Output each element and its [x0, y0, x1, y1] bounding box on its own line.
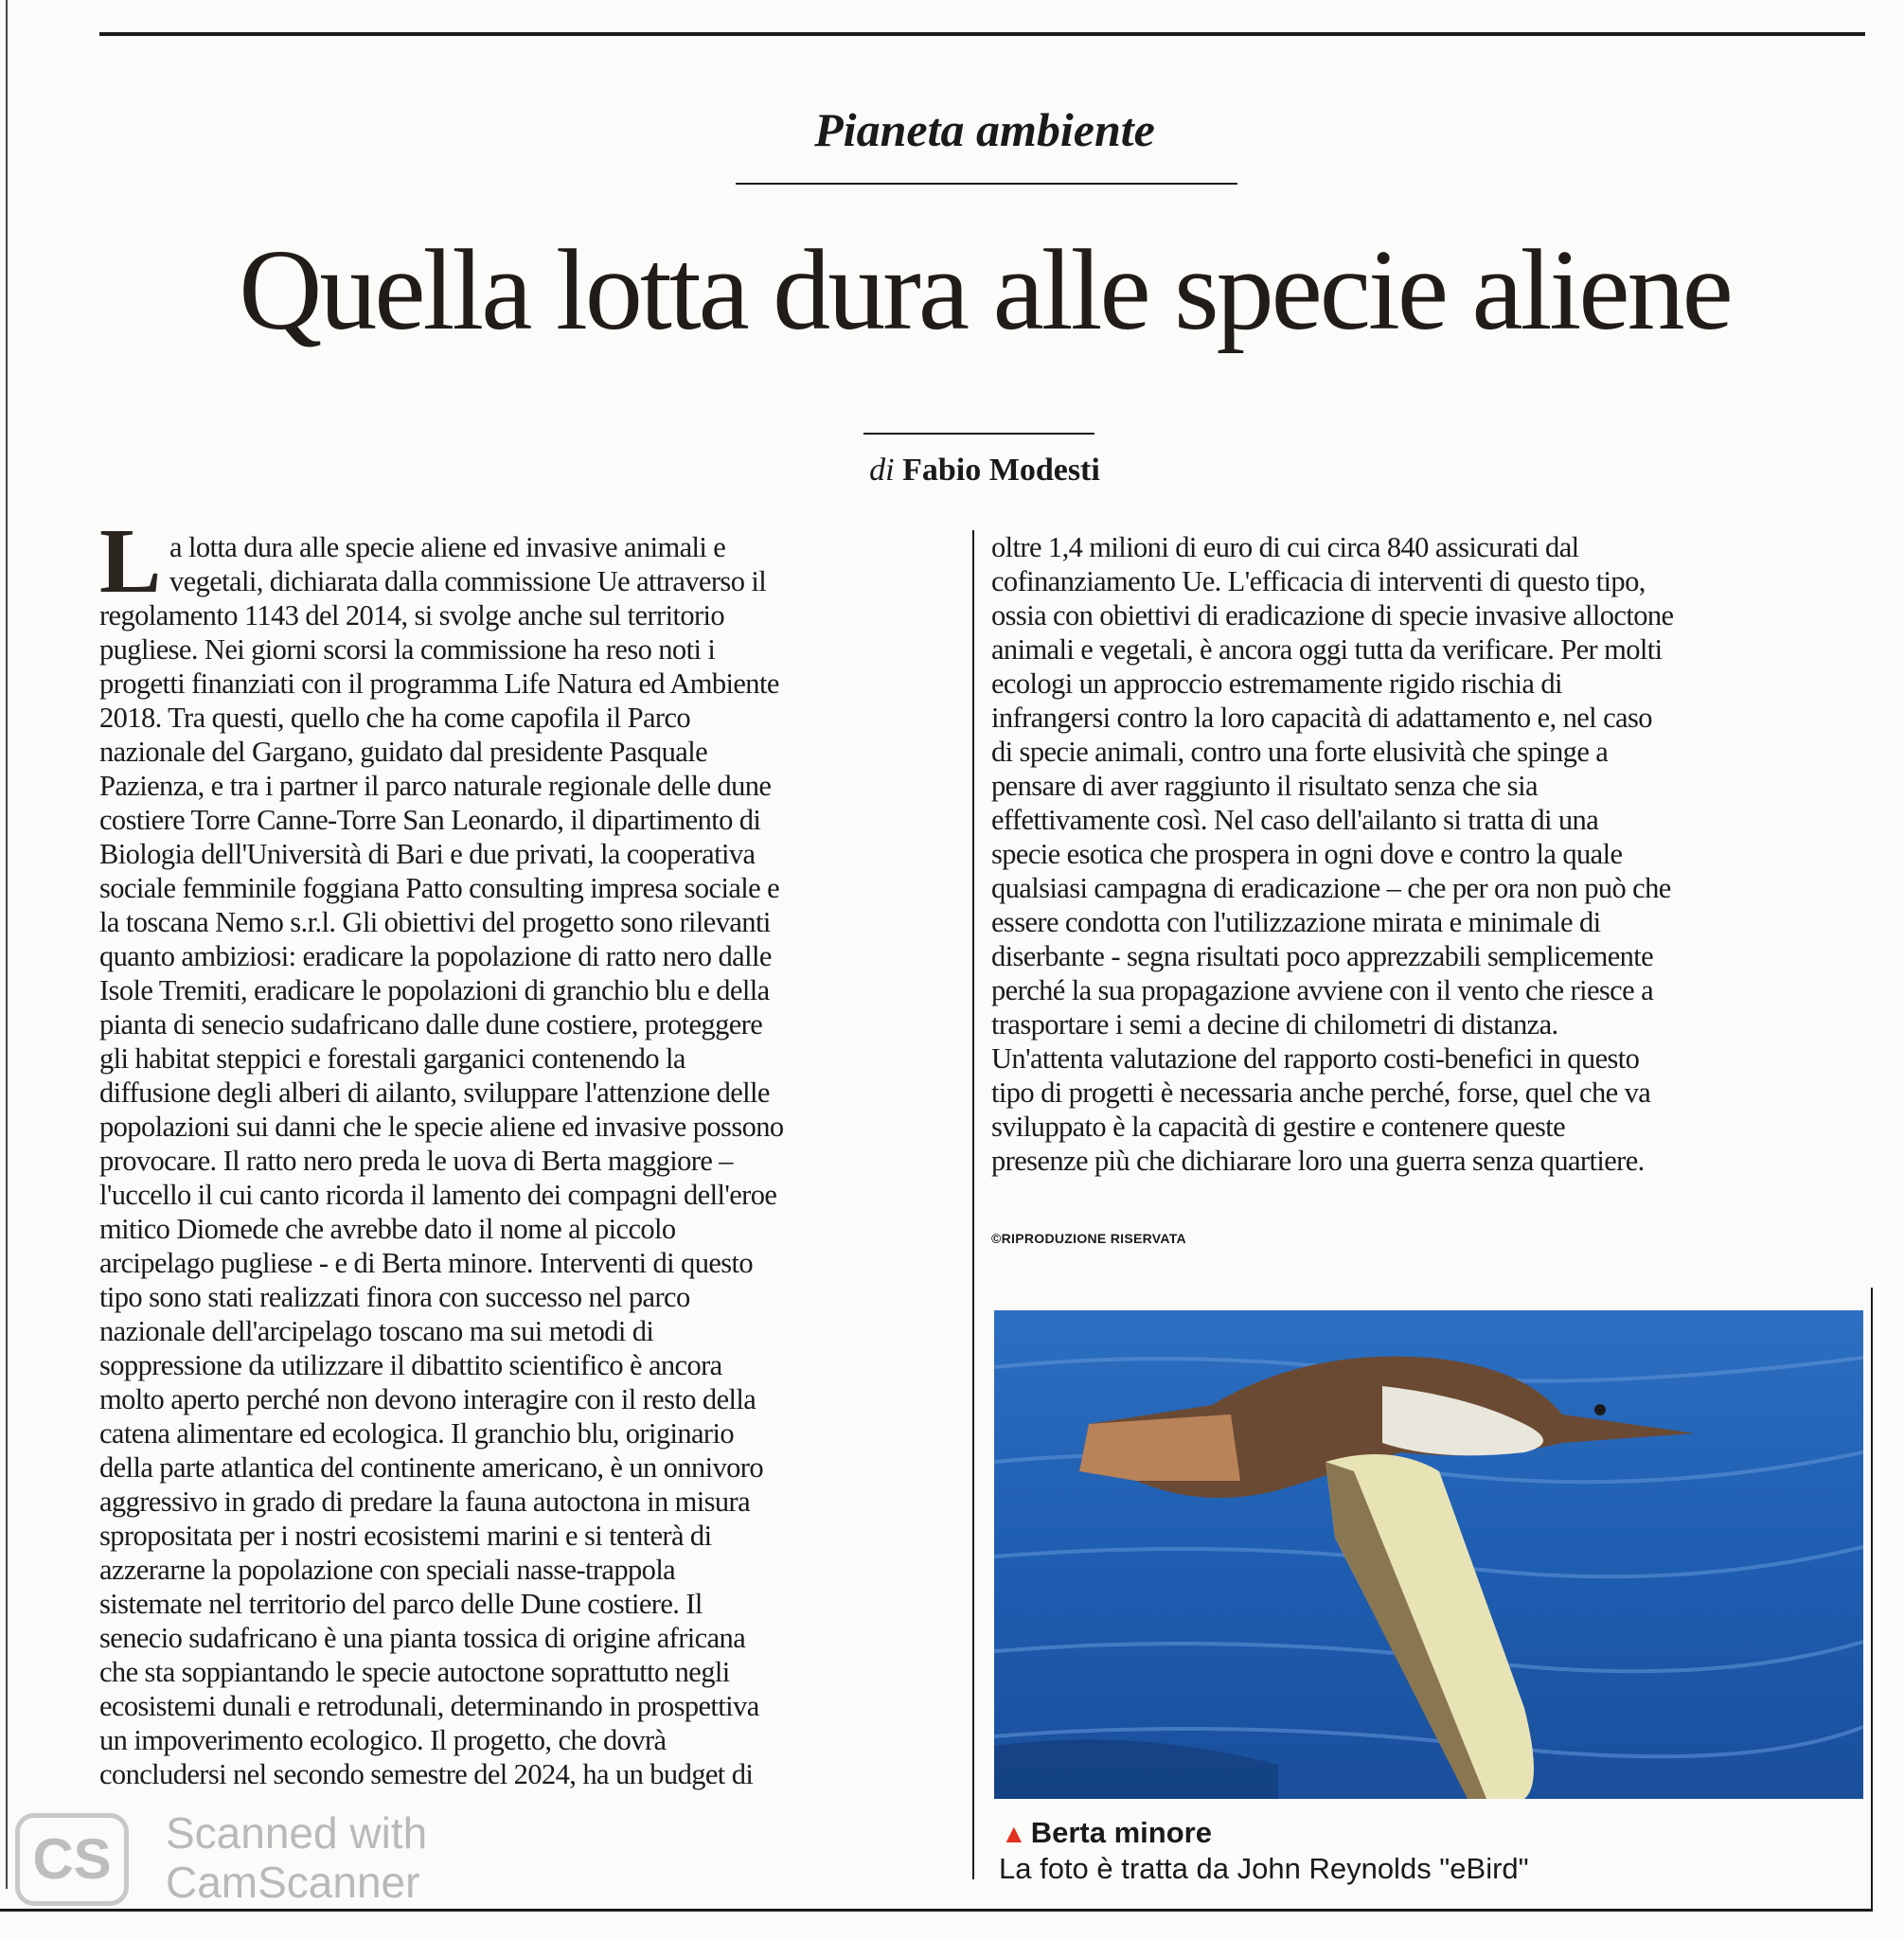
text-line: della parte atlantica del continente americano, è un onnivoro [99, 1451, 764, 1484]
photo-caption-credit: La foto è tratta da John Reynolds "eBird" [999, 1852, 1529, 1885]
copyright-notice: ©RIPRODUZIONE RISERVATA [991, 1231, 1186, 1246]
red-triangle-icon: ▲ [1001, 1819, 1027, 1848]
text-line: sociale femminile foggiana Patto consulting impresa sociale e [99, 872, 780, 904]
text-line: Un'attenta valutazione del rapporto costi-benefici in questo [991, 1042, 1640, 1075]
section-kicker: Pianeta ambiente [814, 103, 1155, 156]
text-line: pianta di senecio sudafricano dalle dune costiere, proteggere [99, 1008, 763, 1041]
text-line: senecio sudafricano è una pianta tossica di origine africana [99, 1622, 746, 1654]
text-line: diffusione degli alberi di ailanto, sviluppare l'attenzione delle [99, 1076, 770, 1109]
text-line: pugliese. Nei giorni scorsi la commissione ha reso noti i [99, 633, 716, 666]
text-line: qualsiasi campagna di eradicazione – che per ora non può che [991, 872, 1671, 904]
text-line: tipo sono stati realizzati finora con successo nel parco [99, 1281, 690, 1313]
text-line: nazionale dell'arcipelago toscano ma sui metodi di [99, 1315, 654, 1347]
bird-photo [994, 1310, 1863, 1799]
text-line: progetti finanziati con il programma Life Natura ed Ambiente [99, 667, 779, 700]
byline-rule [863, 433, 1094, 435]
text-line: di specie animali, contro una forte elusività che spinge a [991, 736, 1609, 768]
text-line: ecologi un approccio estremamente rigido rischia di [991, 667, 1562, 700]
text-line: arcipelago pugliese - e di Berta minore. Interventi di questo [99, 1247, 754, 1279]
text-line: trasportare i semi a decine di chilometri di distanza. [991, 1008, 1558, 1041]
byline-author: Fabio Modesti [902, 453, 1100, 488]
text-line: un impoverimento ecologico. Il progetto, che dovrà [99, 1724, 667, 1756]
text-line: Biologia dell'Università di Bari e due privati, la cooperativa [99, 838, 756, 870]
caption-title-text: Berta minore [1030, 1816, 1212, 1849]
text-line: diserbante - segna risultati poco apprezzabili semplicemente [991, 940, 1654, 972]
text-line: presenze più che dichiarare loro una guerra senza quartiere. [991, 1145, 1645, 1177]
headline: Quella lotta dura alle specie aliene [239, 226, 1731, 354]
text-line: cofinanziamento Ue. L'efficacia di interventi di questo tipo, [991, 565, 1646, 597]
text-line: Isole Tremiti, eradicare le popolazioni di granchio blu e della [99, 974, 770, 1006]
text-line: concludersi nel secondo semestre del 2024, ha un budget di [99, 1758, 754, 1790]
text-line: azzerarne la popolazione con speciali nasse-trappola [99, 1554, 676, 1586]
text-line: infrangersi contro la loro capacità di adattamento e, nel caso [991, 702, 1652, 734]
text-line: l'uccello il cui canto ricorda il lamento dei compagni dell'eroe [99, 1179, 777, 1211]
text-line: sviluppato è la capacità di gestire e contenere queste [991, 1111, 1566, 1143]
text-line: mitico Diomede che avrebbe dato il nome al piccolo [99, 1213, 676, 1245]
text-line: vegetali, dichiarata dalla commissione Ue attraverso il [169, 565, 767, 597]
text-line: nazionale del Gargano, guidato dal presidente Pasquale [99, 736, 708, 768]
text-line: specie esotica che prospera in ogni dove e contro la quale [991, 838, 1623, 870]
text-line: quanto ambiziosi: eradicare la popolazione di ratto nero dalle [99, 940, 772, 972]
text-line: 2018. Tra questi, quello che ha come capofila il Parco [99, 702, 691, 734]
right-frame [1871, 1288, 1873, 1911]
text-line: pensare di aver raggiunto il risultato senza che sia [991, 770, 1538, 802]
text-line: la toscana Nemo s.r.l. Gli obiettivi del progetto sono rilevanti [99, 906, 771, 938]
watermark-line1: Scanned with [166, 1808, 428, 1858]
text-line: tipo di progetti è necessaria anche perché, forse, quel che va [991, 1076, 1651, 1109]
text-line: catena alimentare ed ecologica. Il granchio blu, originario [99, 1417, 735, 1450]
text-line: ossia con obiettivi di eradicazione di specie invasive alloctone [991, 599, 1674, 632]
camscanner-logo: CS [15, 1813, 129, 1906]
text-line: sistemate nel territorio del parco delle Dune costiere. Il [99, 1588, 703, 1620]
article-column-left [99, 530, 956, 1791]
bottom-rule [0, 1909, 1873, 1912]
camscanner-watermark [166, 1808, 427, 1907]
text-line: provocare. Il ratto nero preda le uova di Berta maggiore – [99, 1145, 733, 1177]
byline-prefix: di [869, 453, 895, 488]
shearwater-image [994, 1310, 1863, 1799]
text-line: essere condotta con l'utilizzazione mirata e minimale di [991, 906, 1601, 938]
text-line: perché la sua propagazione avviene con il vento che riesce a [991, 974, 1654, 1006]
text-line: spropositata per i nostri ecosistemi marini e si tenterà di [99, 1520, 712, 1552]
text-line: popolazioni sui danni che le specie aliene ed invasive possono [99, 1111, 784, 1143]
article-column-right [991, 530, 1862, 1178]
kicker-rule [736, 183, 1237, 185]
text-line: ecosistemi dunali e retrodunali, determinando in prospettiva [99, 1690, 759, 1722]
text-line: animali e vegetali, è ancora oggi tutta da verificare. Per molti [991, 633, 1663, 666]
text-line: regolamento 1143 del 2014, si svolge anche sul territorio [99, 599, 725, 632]
text-line: gli habitat steppici e forestali garganici contenendo la [99, 1042, 685, 1075]
text-line: costiere Torre Canne-Torre San Leonardo, il dipartimento di [99, 804, 761, 836]
text-line: soppressione da utilizzare il dibattito scientifico è ancora [99, 1349, 722, 1381]
byline [0, 453, 1904, 489]
text-line: Pazienza, e tra i partner il parco naturale regionale delle dune [99, 770, 772, 802]
top-rule [99, 32, 1865, 36]
drop-cap: L [99, 510, 162, 613]
text-line: oltre 1,4 milioni di euro di cui circa 840 assicurati dal [991, 531, 1579, 563]
text-line: effettivamente così. Nel caso dell'ailanto si tratta di una [991, 804, 1599, 836]
column-divider [972, 530, 974, 1879]
text-line: a lotta dura alle specie aliene ed invasive animali e [169, 531, 726, 563]
text-line: molto aperto perché non devono interagire con il resto della [99, 1383, 756, 1415]
text-line: che sta soppiantando le specie autoctone soprattutto negli [99, 1656, 730, 1688]
watermark-line2: CamScanner [166, 1858, 420, 1907]
text-line: aggressivo in grado di predare la fauna autoctona in misura [99, 1485, 751, 1518]
photo-caption-title [1001, 1816, 1212, 1850]
